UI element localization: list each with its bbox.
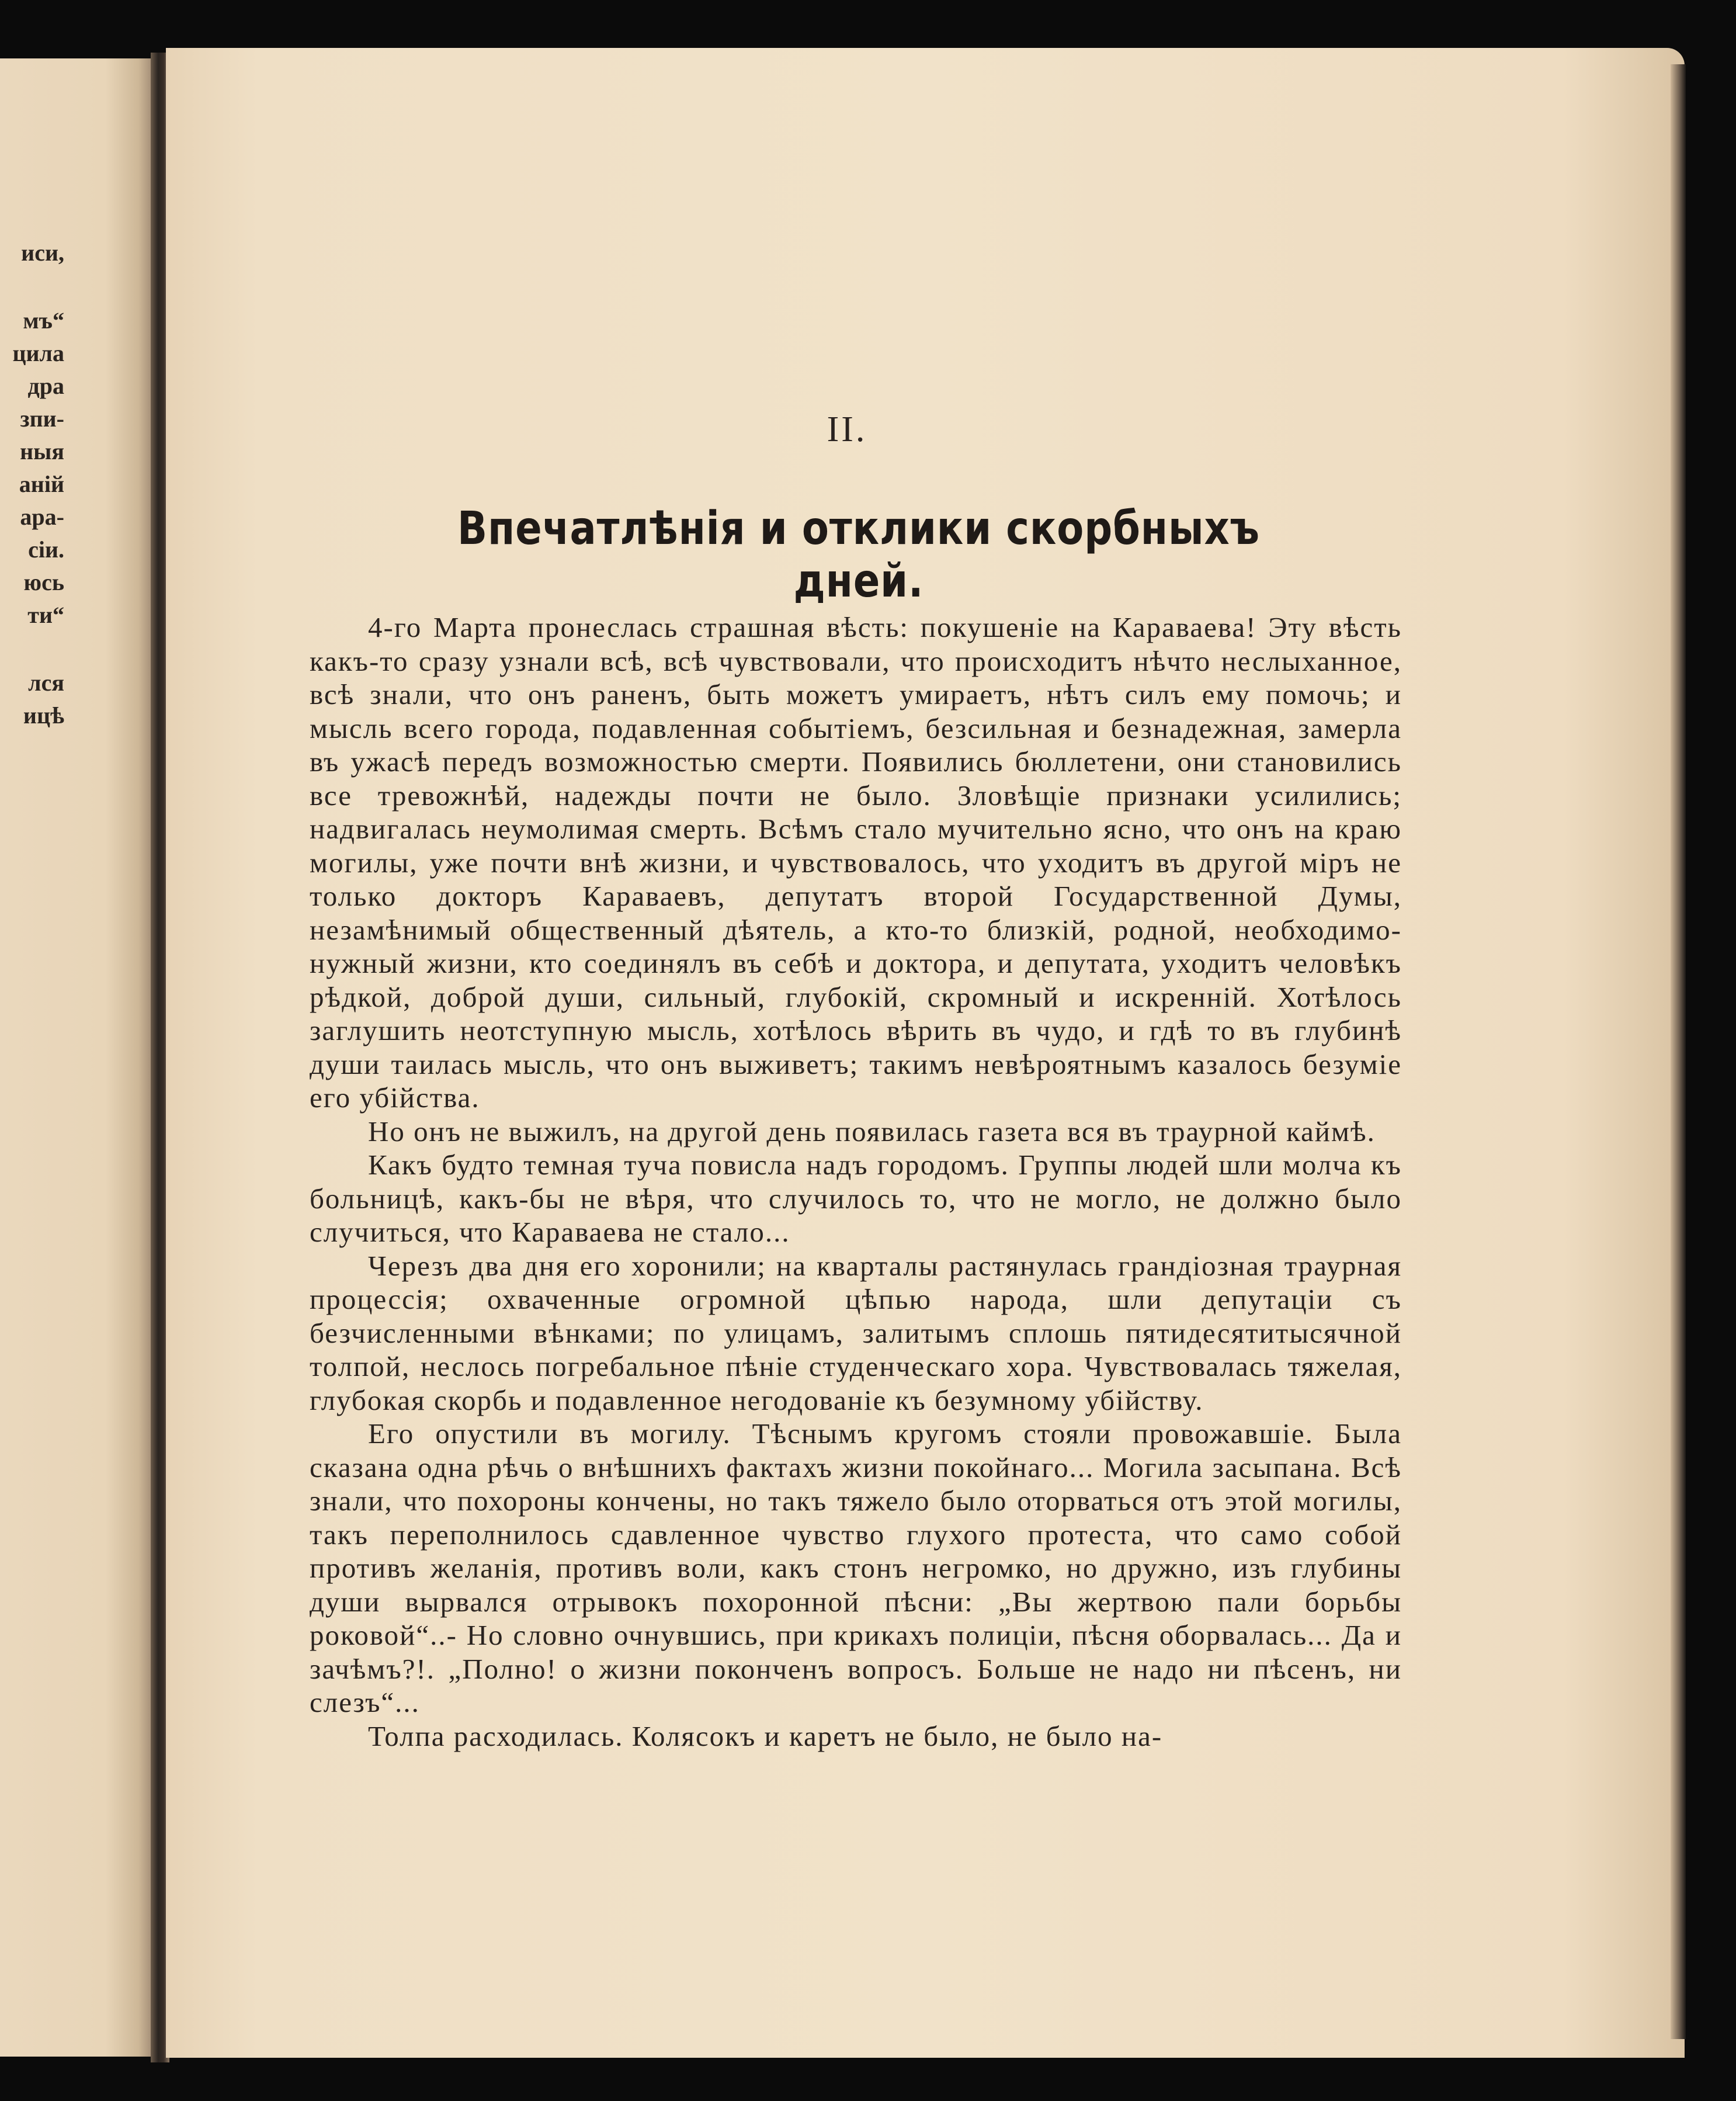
- paragraph: 4-го Марта пронеслась страшная вѣсть: покушеніе на Караваева! Эту вѣсть какъ-то сразу узнали всѣ, всѣ чувствовали, что происходитъ нѣчто неслыханное, всѣ знали, что онъ раненъ, быть можетъ умираетъ, нѣтъ силъ ему помочь; и мысль всего города, подавленная событіемъ, безсильная и безнадежная, замерла въ ужасѣ передъ возможностью смерти. Появились бюллетени, они становились все тревожнѣй, надежды почти не было. Зловѣщіе признаки усилились; надвигалась неумолимая смерть. Всѣмъ стало мучительно ясно, что онъ на краю могилы, уже почти внѣ жизни, и чувствовалось, что уходитъ въ другой міръ не только докторъ Караваевъ, депутатъ второй Государственной Думы, незамѣнимый общественный дѣятель, а кто-то близкій, родной, необходимо-нужный жизни, кто соединялъ въ себѣ и доктора, и депутата, уходитъ человѣкъ рѣдкой, доброй души, сильный, глубокій, скромный и искренній. Хотѣлось заглушить неотступную мысль, хотѣлось вѣрить въ чудо, и гдѣ то въ глубинѣ души таилась мысль, что онъ выживетъ; такимъ невѣроятнымъ казалось безуміе его убійства.: [310, 611, 1402, 1114]
- page-edge-shadow: [1671, 64, 1686, 2039]
- left-line: [0, 632, 64, 667]
- body-text: [310, 611, 1402, 1753]
- left-line: аній: [19, 471, 64, 497]
- left-line: мъ“: [23, 307, 64, 334]
- left-line: ти“: [27, 602, 64, 628]
- chapter-title: Впечатлѣнія и отклики скорбныхъ дней.: [457, 502, 1260, 608]
- left-line: дра: [27, 373, 64, 399]
- chapter-number: II.: [827, 410, 867, 449]
- left-line: [0, 269, 64, 304]
- paragraph: Толпа расходилась. Колясокъ и каретъ не было, не было на-: [368, 1719, 1163, 1752]
- left-line: лся: [28, 670, 64, 696]
- left-line: сіи.: [28, 536, 64, 563]
- paragraph: Какъ будто темная туча повисла надъ городомъ. Группы людей шли молча къ больницѣ, какъ-бы не вѣря, что случилось то, что не могло, не должно было случиться, что Караваева не стало...: [310, 1149, 1402, 1248]
- left-line: цила: [12, 340, 64, 366]
- left-line: юсь: [23, 569, 64, 595]
- left-line: ара-: [20, 504, 64, 530]
- left-line: зпи-: [20, 405, 64, 432]
- left-line: иси,: [21, 240, 64, 266]
- paragraph: Его опустили въ могилу. Тѣснымъ кругомъ стояли провожавшіе. Была сказана одна рѣчь о внѣшнихъ фактахъ жизни покойнаго... Могила засыпана. Всѣ знали, что похороны кончены, но такъ тяжело было оторваться отъ этой могилы, такъ переполнилось сдавленное чувство глухого протеста, что само собой противъ желанія, противъ воли, какъ стонъ негромко, но дружно, изъ глубины души вырвался отрывокъ похоронной пѣсни: „Вы жертвою пали борьбы роковой“..- Но словно очнувшись, при крикахъ полиціи, пѣсня оборвалась... Да и зачѣмъ?!. „Полно! о жизни поконченъ вопросъ. Больше не надо ни пѣсенъ, ни слезъ“...: [310, 1417, 1402, 1718]
- paragraph: Но онъ не выжилъ, на другой день появилась газета вся въ траурной каймѣ.: [368, 1115, 1376, 1147]
- left-line: ныя: [20, 438, 64, 464]
- paragraph: Черезъ два дня его хоронили; на кварталы растянулась грандіозная траурная процессія; охваченные огромной цѣпью народа, шли депутаціи съ безчисленными вѣнками; по улицамъ, залитымъ сплошь пятидесятитысячной толпой, неслось погребальное пѣніе студенческаго хора. Чувствовалась тяжелая, глубокая скорбь и подавленное негодованіе къ безумному убійству.: [310, 1249, 1402, 1416]
- left-page-text-fragments: [0, 237, 64, 732]
- left-line: ицѣ: [23, 702, 64, 729]
